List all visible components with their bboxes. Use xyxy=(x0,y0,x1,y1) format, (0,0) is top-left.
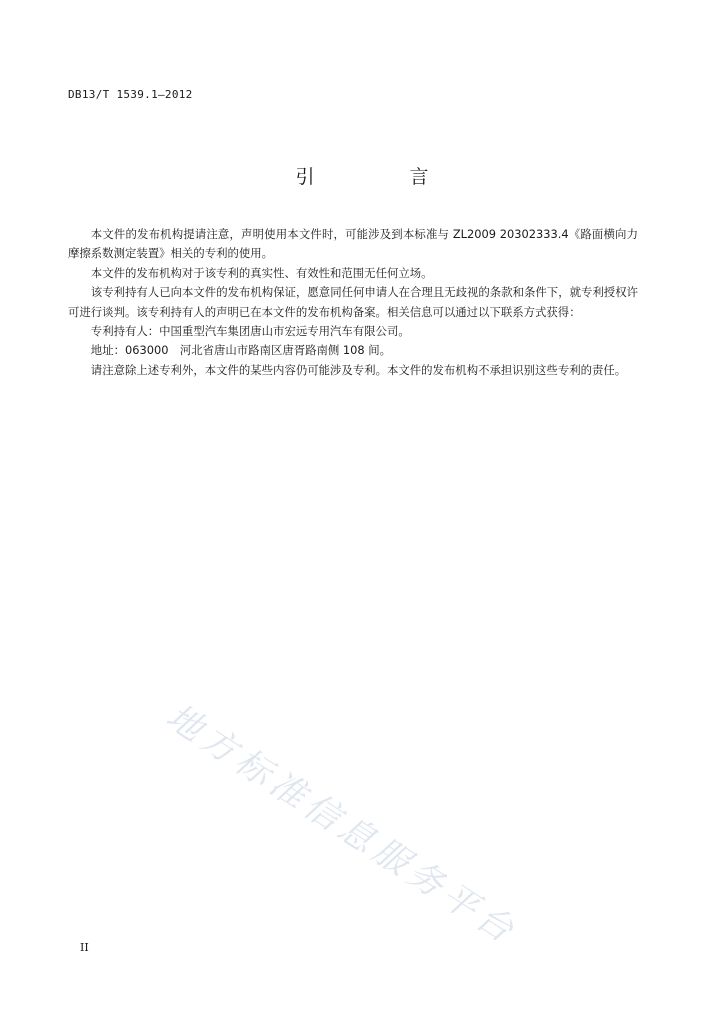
paragraph-holder-assurance: 该专利持有人已向本文件的发布机构保证，愿意同任何申请人在合理且无歧视的条款和条件下，就专利授权许可进行谈判。该专利持有人的声明已在本文件的发布机构备案。相关信息可以通过以下联系方式获得： xyxy=(68,285,638,319)
section-title: 引 言 xyxy=(295,166,467,188)
paragraph-patent-notice: 本文件的发布机构提请注意，声明使用本文件时，可能涉及到本标准与 ZL2009 20302333.4《路面横向力摩擦系数测定装置》相关的专利的使用。 xyxy=(68,227,638,261)
paragraph-position: 本文件的发布机构对于该专利的真实性、有效性和范围无任何立场。 xyxy=(90,265,433,280)
paragraph-address: 地址：063000 河北省唐山市路南区唐胥路南侧 108 间。 xyxy=(90,343,392,358)
standard-code: DB13/T 1539.1—2012 xyxy=(68,88,193,101)
watermark: 地方标准信息服务平台 xyxy=(158,696,525,954)
body-text xyxy=(68,225,638,380)
paragraph-patent-holder: 专利持有人：中国重型汽车集团唐山市宏远专用汽车有限公司。 xyxy=(90,324,410,339)
page-number: II xyxy=(80,941,89,954)
paragraph-disclaimer: 请注意除上述专利外，本文件的某些内容仍可能涉及专利。本文件的发布机构不承担识别这些专利的责任。 xyxy=(90,362,627,377)
